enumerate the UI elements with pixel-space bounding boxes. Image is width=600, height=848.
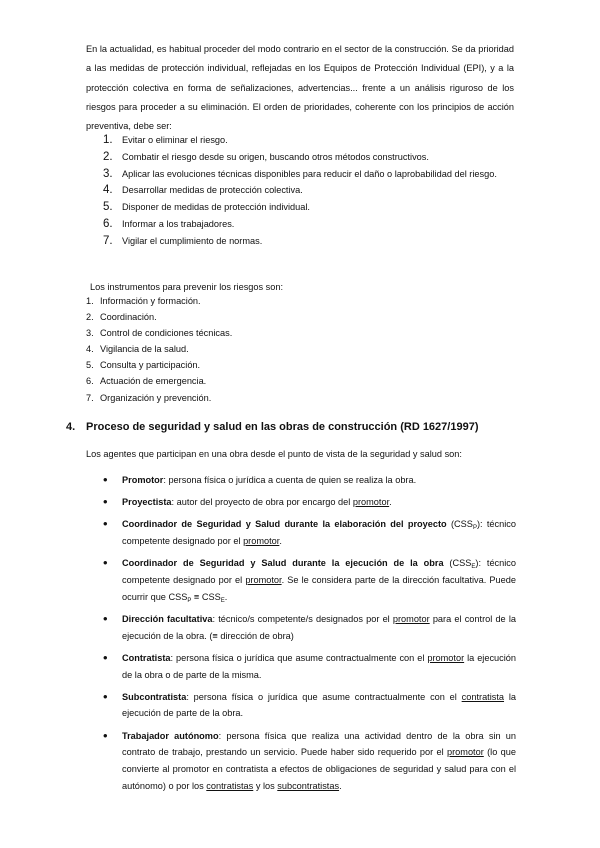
list-item xyxy=(86,390,232,406)
agent-definition: : técnico competente designado por el xyxy=(122,519,516,547)
promotor-link: promotor xyxy=(427,652,465,663)
agent-term: Contratista xyxy=(122,652,171,663)
agent-definition-end: . xyxy=(279,536,282,547)
list-item xyxy=(103,199,517,216)
agent-term: Proyectista xyxy=(122,497,172,508)
promotor-link: promotor xyxy=(245,575,282,586)
list-number: 3. xyxy=(103,167,113,180)
subcontratistas-link: subcontratistas xyxy=(277,780,340,791)
css-abbr xyxy=(446,519,481,532)
agent-definition: : persona física o jurídica a cuenta de quien se realiza la obra. xyxy=(163,475,417,485)
list-text: Aplicar las evoluciones técnicas disponibles para reducir el daño o laprobabilidad del riesgo. xyxy=(122,168,497,179)
css-subscript: P xyxy=(472,525,477,532)
list-text: Evitar o eliminar el riesgo. xyxy=(122,135,228,145)
agent-subcontratista xyxy=(102,689,516,722)
list-item xyxy=(103,233,517,250)
css-abbr-close: ) xyxy=(475,558,479,569)
list-number: 6. xyxy=(86,376,94,387)
section-heading xyxy=(66,421,478,433)
agent-term: Coordinador de Seguridad y Salud durante la ejecución de la obra xyxy=(122,558,444,569)
agent-term: Promotor xyxy=(122,475,164,485)
agent-definition: : persona física que realiza una actividad dentro de la obra sin un contrato de trabajo, prestando un servicio. Puede haber sido requerido por el xyxy=(122,730,516,758)
agent-term: Trabajador autónomo xyxy=(122,730,219,741)
list-text: Consulta y participación. xyxy=(100,360,201,371)
agent-definition-and: y los xyxy=(253,780,278,791)
agent-trabajador-autonomo xyxy=(102,728,516,795)
agent-definition: : técnico/s competente/s designados por el xyxy=(212,613,393,624)
list-text: Vigilancia de la salud. xyxy=(100,344,189,355)
list-item xyxy=(86,357,232,373)
section-title: Proceso de seguridad y salud en las obras de construcción (RD 1627/1997) xyxy=(86,421,479,433)
css-abbr-text: (CSS xyxy=(443,558,472,569)
promotor-link: promotor xyxy=(352,497,390,508)
agent-definition: : técnico competente designado por el xyxy=(122,558,516,586)
list-number: 2. xyxy=(86,312,94,323)
list-number: 1. xyxy=(103,134,113,146)
list-text: Disponer de medidas de protección individual. xyxy=(122,202,310,213)
agent-definition-end: . xyxy=(389,497,392,508)
css-abbr xyxy=(443,558,479,571)
css-subscript: E xyxy=(471,564,476,571)
agent-definition: : autor del proyecto de obra por encargo del xyxy=(171,497,353,508)
agent-definition-end: . xyxy=(224,591,228,602)
css-abbr-text: (CSS xyxy=(446,519,473,530)
equivalence: ≡ CSS xyxy=(191,591,221,602)
list-item xyxy=(103,149,517,166)
agent-direccion-facultativa xyxy=(102,611,516,644)
list-text: Combatir el riesgo desde su origen, buscando otros métodos constructivos. xyxy=(122,151,429,162)
list-number: 3. xyxy=(86,328,94,339)
agent-definition-end: para el control de la ejecución de la obra. (≡ dirección de obra) xyxy=(122,613,516,641)
list-item xyxy=(86,325,232,341)
agent-definition-end: la ejecución de parte de la obra. xyxy=(122,691,516,719)
css-abbr-close: ) xyxy=(476,519,481,530)
agents-list xyxy=(102,472,516,800)
contratista-link: contratista xyxy=(461,691,505,702)
list-item xyxy=(103,182,517,199)
list-text: Control de condiciones técnicas. xyxy=(100,328,233,339)
list-number: 7. xyxy=(86,392,94,403)
css-subscript: E xyxy=(220,597,225,604)
list-item xyxy=(86,341,232,357)
promotor-link: promotor xyxy=(243,536,280,547)
agent-definition-end: . xyxy=(339,780,342,791)
list-number: 7. xyxy=(103,234,113,247)
section-number: 4. xyxy=(66,421,76,433)
list-item xyxy=(103,166,517,183)
list-text: Coordinación. xyxy=(100,312,157,323)
list-item xyxy=(86,373,232,389)
list-item xyxy=(86,293,232,309)
list-text: Informar a los trabajadores. xyxy=(122,218,235,229)
list-text: Organización y prevención. xyxy=(100,392,212,403)
list-item xyxy=(86,309,232,325)
list-number: 5. xyxy=(86,360,94,371)
agent-term: Coordinador de Seguridad y Salud durante la elaboración del proyecto xyxy=(122,519,447,530)
list-item xyxy=(103,132,517,149)
agent-definition-end: la ejecución de la obra o de parte de la misma. xyxy=(122,652,517,680)
list-text: Información y formación. xyxy=(100,296,201,306)
contratistas-link: contratistas xyxy=(206,780,254,791)
list-number: 1. xyxy=(86,296,94,306)
list-number: 6. xyxy=(103,217,113,230)
agent-definition-mid: (lo que convierte al promotor en contratista a efectos de obligaciones de seguridad y salud para con el autónomo) o por los xyxy=(122,747,516,791)
intro-paragraph: En la actualidad, es habitual proceder del modo contrario en el sector de la construcción. Se da prioridad a las medidas de protección individual, reflejadas en los Equipos de Protección Individual (EPI), y a la protección colectiva en forma de señalizaciones, advertencias... frente a un análisis riguroso de los riesgos para proceder a su eliminación. El orden de prioridades, coherente con los principios de acción preventiva, debe ser: xyxy=(86,44,514,132)
agent-term: Subcontratista xyxy=(122,691,187,702)
agent-definition: : persona física o jurídica que asume contractualmente con el xyxy=(170,652,428,663)
agent-coordinador-proyecto xyxy=(102,516,516,549)
list-number: 4. xyxy=(103,184,113,197)
promotor-link: promotor xyxy=(392,613,430,624)
list-text: Desarrollar medidas de protección colectiva. xyxy=(122,185,303,196)
agent-contratista xyxy=(102,650,516,683)
list-text: Actuación de emergencia. xyxy=(100,376,207,387)
agent-promotor xyxy=(102,472,516,489)
css-subscript: P xyxy=(187,597,192,604)
list-text: Vigilar el cumplimiento de normas. xyxy=(122,235,263,246)
promotor-link: promotor xyxy=(447,747,484,758)
agent-term: Dirección facultativa xyxy=(122,613,213,624)
priorities-list xyxy=(103,132,517,250)
agent-coordinador-ejecucion xyxy=(102,555,516,605)
agent-proyectista xyxy=(102,494,516,511)
instruments-list xyxy=(86,293,232,406)
list-number: 4. xyxy=(86,344,94,355)
agent-definition: : persona física o jurídica que asume contractualmente con el xyxy=(186,691,462,702)
agents-intro: Los agentes que participan en una obra desde el punto de vista de la seguridad y salud son: xyxy=(86,449,462,459)
list-number: 2. xyxy=(103,150,113,163)
list-item xyxy=(103,216,517,233)
list-number: 5. xyxy=(103,201,113,214)
agent-definition-mid: . Se le considera parte de la dirección facultativa. Puede ocurrir que CSS xyxy=(122,575,516,602)
instruments-intro: Los instrumentos para prevenir los riesgos son: xyxy=(90,282,284,292)
